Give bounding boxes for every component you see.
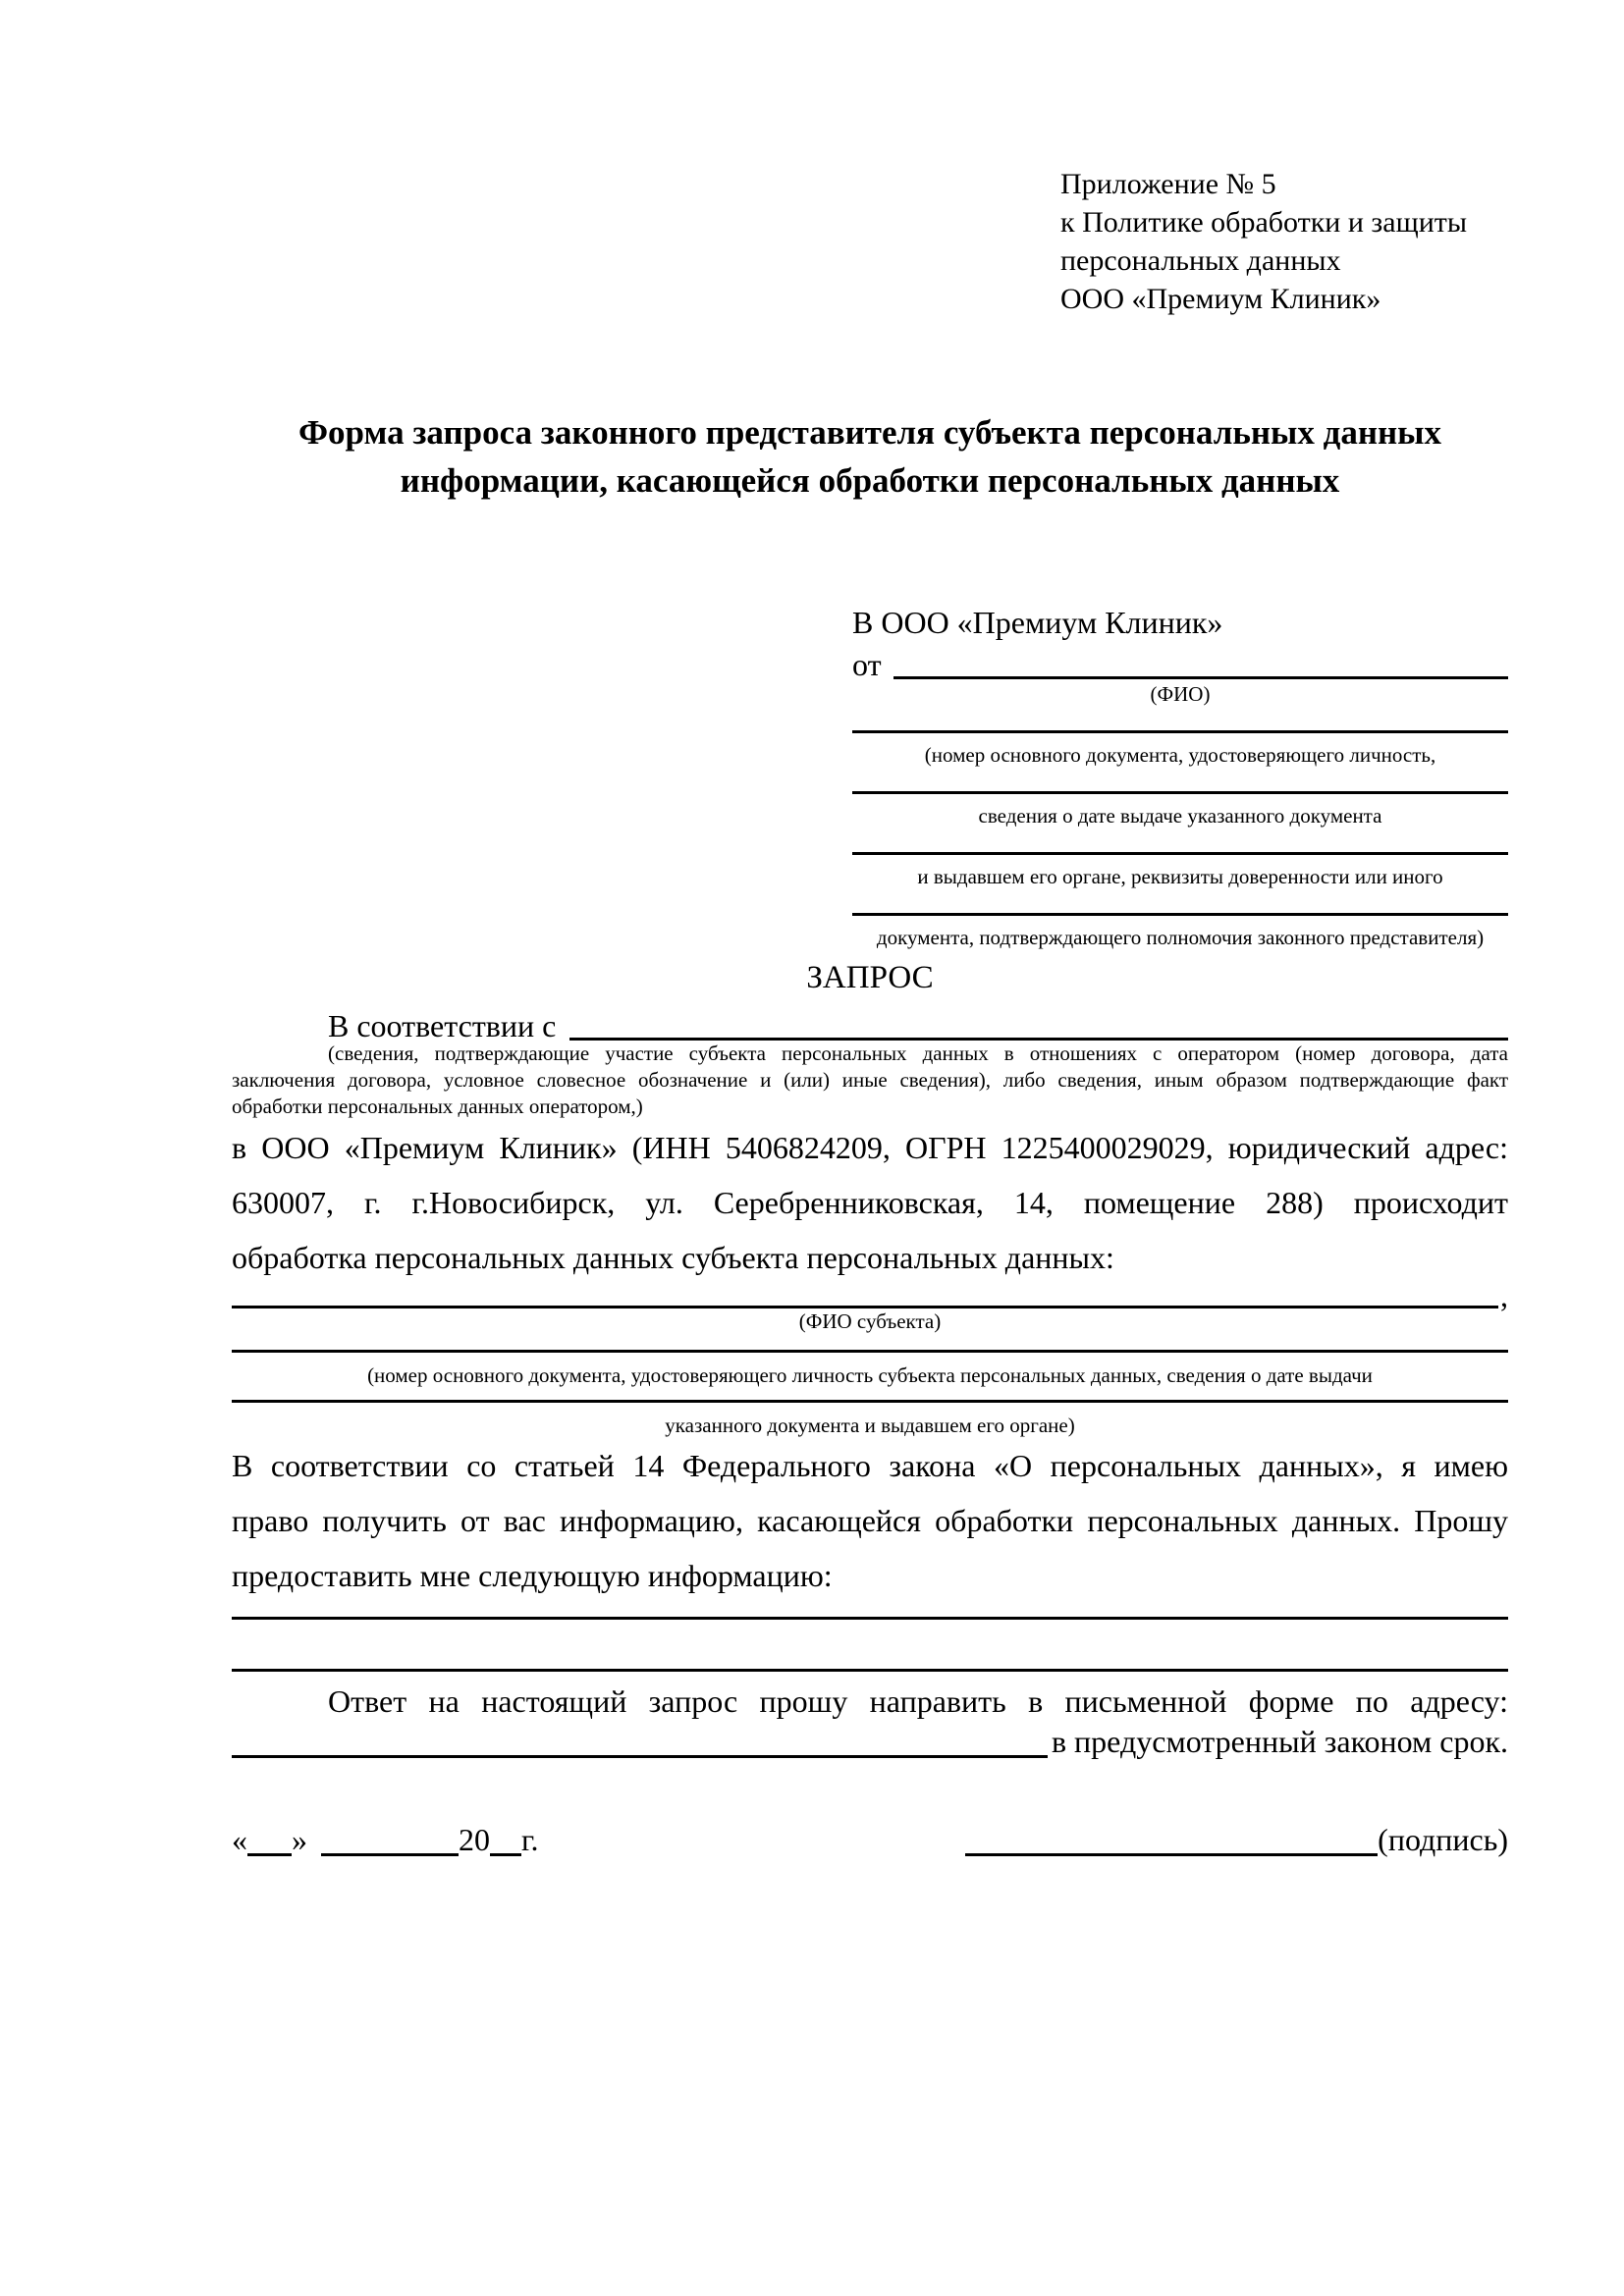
blank-line: [852, 913, 1508, 916]
day-blank: [247, 1823, 292, 1856]
accordance-caption-line: заключения договора, условное словесное обозначение и (или) иные сведения), либо сведения, иным образом подтверждающие факт: [232, 1068, 1508, 1092]
paragraph-line: 630007, г. г.Новосибирск, ул. Серебренниковская, 14, помещение 288) происходит: [232, 1185, 1508, 1220]
appendix-line: к Политике обработки и защиты: [1060, 206, 1468, 239]
subject-fio-field: [232, 1278, 1508, 1313]
addressee-block: [852, 599, 1508, 950]
fio-line-comma: ,: [1500, 1278, 1508, 1313]
field-caption: указанного документа и выдавшем его органе): [665, 1414, 1075, 1437]
quote-close: »: [292, 1822, 307, 1857]
accordance-label: В соответствии с: [328, 1008, 557, 1043]
from-label: от: [852, 647, 882, 682]
subject-doc-field: [232, 1350, 1508, 1388]
representative-doc-field: [852, 730, 1508, 768]
operator-paragraph: [232, 1120, 1508, 1285]
answer-line-suffix: в предусмотренный законом срок.: [1051, 1724, 1508, 1759]
appendix-line: персональных данных: [1060, 244, 1341, 277]
from-blank-line: [893, 672, 1508, 679]
appendix-note: [1060, 165, 1508, 318]
year-prefix: 20: [459, 1822, 490, 1857]
representative-doc-field: [852, 913, 1508, 950]
document-title-line: Форма запроса законного представителя субъекта персональных данных: [298, 413, 1441, 452]
accordance-field: [232, 1001, 1508, 1041]
year-suffix: г.: [521, 1822, 539, 1857]
answer-paragraph: [232, 1674, 1508, 1758]
paragraph-line: Ответ на настоящий запрос прошу направить в письменной форме по адресу:: [328, 1683, 1508, 1719]
appendix-line: Приложение № 5: [1060, 168, 1276, 200]
information-blank-line: [232, 1617, 1508, 1620]
signature-row: [232, 1823, 1508, 1856]
accordance-caption: [232, 1041, 1508, 1120]
subject-fio-caption: (ФИО субъекта): [798, 1309, 942, 1333]
blank-line: [852, 852, 1508, 855]
paragraph-line: предоставить мне следующую информацию:: [232, 1558, 833, 1593]
signature-caption: (подпись): [1378, 1822, 1508, 1857]
field-caption: (номер основного документа, удостоверяющего личность,: [924, 743, 1436, 767]
blank-line: [232, 1350, 1508, 1353]
address-blank-line: [232, 1751, 1048, 1758]
document-title: [232, 408, 1508, 505]
paragraph-line: В соответствии со статьей 14 Федерального закона «О персональных данных», я имею: [232, 1448, 1508, 1483]
addressee-organization: В ООО «Премиум Клиник»: [852, 605, 1223, 640]
date-field: [232, 1823, 539, 1856]
field-caption: сведения о дате выдаче указанного документа: [978, 804, 1382, 828]
blank-line: [232, 1302, 1498, 1308]
accordance-caption-line: обработки персональных данных оператором,): [232, 1095, 643, 1118]
document-content: [232, 165, 1508, 1856]
accordance-blank-line: [569, 1034, 1508, 1041]
representative-doc-field: [852, 852, 1508, 889]
signature-field: [965, 1823, 1508, 1856]
signature-blank: [965, 1823, 1378, 1856]
paragraph-line: в ООО «Премиум Клиник» (ИНН 5406824209, ОГРН 1225400029029, юридический адрес:: [232, 1130, 1508, 1165]
field-caption: и выдавшем его органе, реквизиты доверенности или иного: [917, 865, 1443, 888]
subject-doc-field: [232, 1400, 1508, 1438]
accordance-caption-line: (сведения, подтверждающие участие субъекта персональных данных в отношениях с оператором (номер договора, дата: [328, 1041, 1508, 1065]
appendix-line: ООО «Премиум Клиник»: [1060, 283, 1381, 315]
paragraph-line: право получить от вас информацию, касающейся обработки персональных данных. Прошу: [232, 1503, 1508, 1538]
document-title-line: информации, касающейся обработки персональных данных: [400, 461, 1340, 500]
field-caption: документа, подтверждающего полномочия законного представителя): [876, 926, 1485, 949]
blank-line: [852, 730, 1508, 733]
from-field: [852, 646, 1508, 682]
quote-open: «: [232, 1822, 247, 1857]
representative-doc-field: [852, 791, 1508, 828]
month-blank: [321, 1823, 459, 1856]
year-blank: [490, 1823, 521, 1856]
law-paragraph: [232, 1438, 1508, 1603]
information-blank-line: [232, 1669, 1508, 1672]
field-caption: (номер основного документа, удостоверяющего личность субъекта персональных данных, сведения о дате выдачи: [367, 1363, 1373, 1387]
blank-line: [852, 791, 1508, 794]
fio-caption: (ФИО): [1150, 682, 1211, 706]
answer-address-field: [232, 1724, 1508, 1759]
request-heading: ЗАПРОС: [806, 960, 934, 995]
paragraph-line: обработка персональных данных субъекта персональных данных:: [232, 1240, 1114, 1275]
blank-line: [232, 1400, 1508, 1403]
